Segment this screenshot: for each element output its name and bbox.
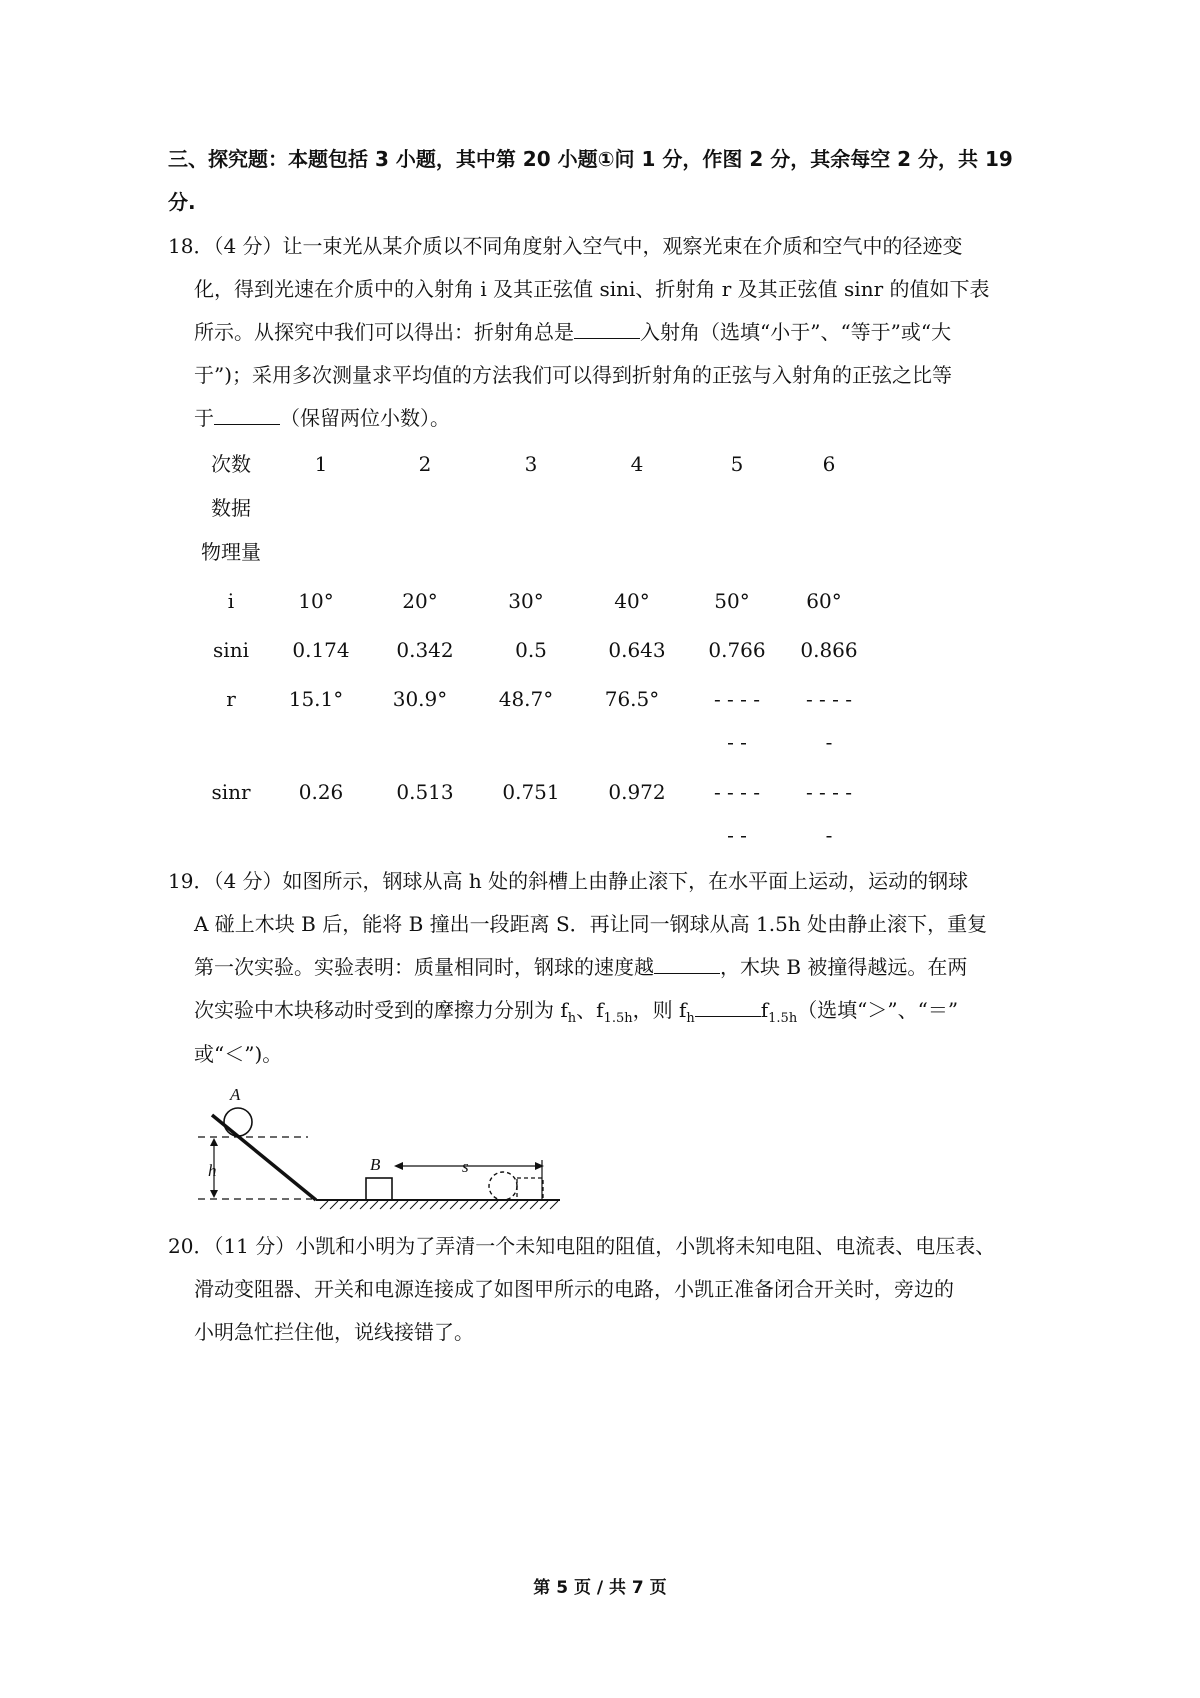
table-cell: 15.1° [288, 687, 344, 711]
table-row-label: sinr [211, 780, 251, 804]
moved-block [517, 1178, 543, 1200]
answer-blank-19b[interactable] [695, 996, 761, 1017]
q18-line3-end: 入射角（选填“小于”、“等于”或“大 [640, 320, 952, 344]
table-cell: 0.643 [608, 638, 666, 662]
q18-line5 [194, 404, 450, 432]
q19-line2: A 碰上木块 B 后，能将 B 撞出一段距离 S．再让同一钢球从高 1.5h 处由静止滚下，重复 [194, 912, 988, 936]
ramp-figure [190, 1080, 570, 1210]
q18-line3-start: 所示。从探究中我们可以得出：折射角总是 [194, 320, 574, 344]
table-cell: 0.174 [292, 638, 350, 662]
subscript-1-5h: 1.5h [603, 1011, 633, 1026]
table-cell: - - - - [713, 780, 761, 804]
table-cell: 40° [614, 589, 650, 613]
q19-line4-end: （选填“＞”、“＝” [797, 998, 959, 1022]
table-cell: 0.26 [298, 780, 344, 804]
table-header-data: 数据 [211, 496, 251, 520]
table-row-label: r [226, 687, 236, 711]
table-cell: 0.972 [608, 780, 666, 804]
label-a: A [230, 1085, 241, 1104]
q18-line1: 18．（4 分）让一束光从某介质以不同角度射入空气中，观察光束在介质和空气中的径迹变 [168, 234, 963, 258]
table-cell: 48.7° [498, 687, 554, 711]
table-cell: 10° [298, 589, 334, 613]
answer-blank-18b[interactable] [214, 404, 280, 425]
q19-line3 [194, 953, 967, 981]
q19-line3-end: ，木块 B 被撞得越远。在两 [720, 955, 968, 979]
table-header-cell: 5 [730, 452, 744, 476]
subscript-1-5h-2: 1.5h [768, 1011, 798, 1026]
table-cell: - - - - [805, 780, 853, 804]
table-header-quantity: 物理量 [201, 540, 261, 564]
q19-line4 [194, 996, 958, 1033]
table-cell: 0.751 [502, 780, 560, 804]
section-title-line2: 分. [168, 190, 196, 214]
table-header-cell: 1 [314, 452, 328, 476]
q18-line4: 于”)；采用多次测量求平均值的方法我们可以得到折射角的正弦与入射角的正弦之比等 [194, 363, 953, 387]
answer-blank-18a[interactable] [574, 318, 640, 339]
q20-line1: 20．（11 分）小凯和小明为了弄清一个未知电阻的阻值，小凯将未知电阻、电流表、电压表、 [168, 1234, 996, 1258]
table-cell: 0.866 [800, 638, 858, 662]
table-header-cell: 2 [418, 452, 432, 476]
moved-ball [489, 1172, 517, 1200]
table-cell-wrap: - - [727, 823, 747, 847]
q19-line5: 或“＜”)。 [194, 1042, 283, 1066]
table-row-label: i [227, 589, 235, 613]
q18-line5-start: 于 [194, 406, 214, 430]
subscript-h: h [567, 1011, 577, 1026]
block-b [366, 1178, 392, 1200]
ramp-incline [212, 1115, 316, 1200]
q19-line3-start: 第一次实验。实验表明：质量相同时，钢球的速度越 [194, 955, 654, 979]
table-cell-wrap: - [825, 730, 833, 754]
answer-blank-19a[interactable] [654, 953, 720, 974]
table-header-cell: 6 [822, 452, 836, 476]
table-cell: 20° [402, 589, 438, 613]
section-title-line1: 三、探究题：本题包括 3 小题，其中第 20 小题①问 1 分，作图 2 分，其余每空 2 分，共 19 [168, 147, 1013, 171]
table-cell: 0.5 [515, 638, 547, 662]
q19-line4-mid3: f [760, 998, 769, 1022]
q19-line4-start: 次实验中木块移动时受到的摩擦力分别为 f [194, 998, 568, 1022]
table-cell: - - - - [713, 687, 761, 711]
table-cell: 30° [508, 589, 544, 613]
ball-a [224, 1108, 252, 1136]
page-footer: 第 5 页 / 共 7 页 [533, 1578, 667, 1598]
q19-line1: 19．（4 分）如图所示，钢球从高 h 处的斜槽上由静止滚下，在水平面上运动，运动的钢球 [168, 869, 969, 893]
table-header-cell: 4 [630, 452, 644, 476]
table-cell: 0.766 [708, 638, 766, 662]
label-h: h [208, 1161, 217, 1180]
table-cell: 76.5° [604, 687, 660, 711]
q18-line5-end: （保留两位小数）。 [280, 406, 450, 430]
q19-line4-mid1: 、f [576, 998, 604, 1022]
table-header-cell: 3 [524, 452, 538, 476]
table-cell: 0.513 [396, 780, 454, 804]
table-cell-wrap: - [825, 823, 833, 847]
label-b: B [370, 1155, 381, 1174]
label-s: s [462, 1157, 469, 1176]
table-cell: 0.342 [396, 638, 454, 662]
table-cell: - - - - [805, 687, 853, 711]
table-cell: 60° [806, 589, 842, 613]
table-cell-wrap: - - [727, 730, 747, 754]
table-cell: 30.9° [392, 687, 448, 711]
q18-line2: 化，得到光速在介质中的入射角 i 及其正弦值 sini、折射角 r 及其正弦值 sinr 的值如下表 [194, 277, 990, 301]
table-cell: 50° [714, 589, 750, 613]
ground-hatching [320, 1201, 558, 1209]
table-header-count: 次数 [211, 452, 251, 476]
q20-line2: 滑动变阻器、开关和电源连接成了如图甲所示的电路，小凯正准备闭合开关时，旁边的 [194, 1277, 954, 1301]
q20-line3: 小明急忙拦住他，说线接错了。 [194, 1320, 474, 1344]
q19-line4-mid2: ，则 f [632, 998, 687, 1022]
table-row-label: sini [213, 638, 249, 662]
subscript-h-2: h [686, 1011, 695, 1026]
q18-line3 [194, 318, 951, 346]
